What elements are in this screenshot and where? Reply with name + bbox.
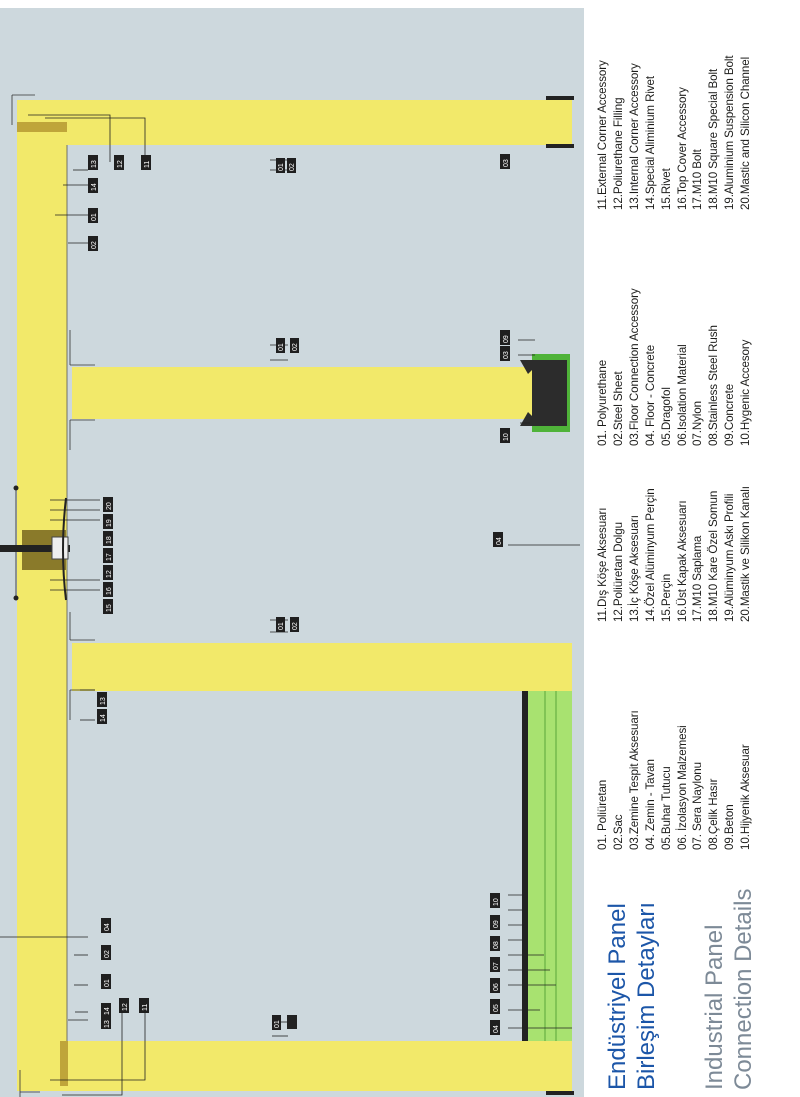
legend-item: 09.Concrete	[723, 383, 737, 446]
tag-13-c	[101, 1016, 111, 1029]
svg-text:11: 11	[144, 160, 151, 168]
title-tr-line2: Birleşim Detayları	[633, 901, 660, 1090]
tag-11	[141, 155, 151, 170]
tag-12	[114, 155, 124, 170]
svg-text:01: 01	[91, 213, 98, 221]
svg-text:19: 19	[106, 519, 113, 527]
legend-item: 05.Dragofol	[659, 387, 673, 446]
tag-14	[88, 178, 98, 193]
ceiling-panel	[17, 125, 67, 1090]
tag-14-b	[97, 709, 107, 724]
legend-item: 20.Mastic and Silicon Channel	[739, 56, 753, 210]
tag-20	[103, 497, 113, 512]
svg-text:09: 09	[493, 920, 500, 928]
svg-text:01: 01	[278, 163, 285, 171]
legend-item: 05.Buhar Tutucu	[659, 766, 673, 850]
title-tr-line1: Endüstriyel Panel	[604, 903, 631, 1090]
svg-text:02: 02	[104, 950, 111, 958]
svg-text:08: 08	[493, 941, 500, 949]
wall-panel-lower	[72, 643, 572, 691]
tag-02	[88, 236, 98, 251]
legend-item: 09.Beton	[723, 804, 737, 850]
tag-03	[500, 154, 510, 169]
wall-panel-top	[17, 100, 572, 145]
svg-text:02: 02	[292, 622, 299, 630]
svg-text:01: 01	[104, 979, 111, 987]
svg-text:03: 03	[503, 159, 510, 167]
svg-text:14: 14	[100, 714, 107, 722]
tag-02-d	[290, 617, 299, 632]
wall-panel-middle	[72, 367, 532, 419]
svg-text:14: 14	[91, 183, 98, 191]
legend-item: 02.Sac	[611, 814, 625, 850]
tag-12-b	[103, 565, 113, 580]
tag-16	[103, 582, 113, 597]
svg-text:02: 02	[292, 343, 299, 351]
tag-02-b	[287, 158, 296, 173]
tag-13-b	[97, 692, 107, 707]
legend-item: 04. Floor - Concrete	[643, 344, 657, 446]
tag-02-e	[101, 945, 111, 960]
legend-item: 19.Alüminyum Askı Profili	[723, 493, 737, 622]
legend-item: 13.İç Köşe Aksesuarı	[627, 515, 641, 622]
tag-14-c	[101, 1003, 111, 1016]
tag-17	[103, 548, 113, 563]
svg-text:01: 01	[278, 343, 285, 351]
svg-text:06: 06	[493, 983, 500, 991]
legend-item: 06. İzolasyon Malzemesi	[675, 725, 689, 850]
legend-item: 08.Çelik Hasır	[707, 778, 721, 850]
wall-panel-bottom	[72, 1041, 572, 1091]
svg-text:16: 16	[106, 587, 113, 595]
svg-text:17: 17	[106, 553, 113, 561]
legend-item: 08.Stainless Steel Rush	[707, 325, 721, 446]
svg-text:07: 07	[493, 962, 500, 970]
legend-item: 16.Top Cover Accessory	[675, 87, 689, 210]
svg-text:11: 11	[142, 1003, 149, 1011]
svg-text:13: 13	[100, 697, 107, 705]
svg-text:14: 14	[104, 1007, 111, 1015]
tag-04	[493, 532, 503, 547]
tag-06	[490, 978, 500, 993]
tag-10-b	[490, 893, 500, 908]
legend-item: 14.Special Aliminium Rivet	[643, 75, 657, 210]
svg-text:10: 10	[503, 433, 510, 441]
tag-09-b	[490, 915, 500, 930]
floor-insulation	[527, 691, 572, 1041]
legend-item: 01. Polyurethane	[596, 359, 609, 446]
svg-text:04: 04	[493, 1025, 500, 1033]
title-en-line1: Industrial Panel	[701, 924, 728, 1090]
tag-19	[103, 514, 113, 529]
tag-01-d	[276, 617, 285, 632]
legend-item: 10.Hijyenik Aksesuar	[739, 744, 753, 850]
tag-01-b	[276, 158, 285, 173]
legend-item: 01. Poliüretan	[596, 779, 609, 850]
svg-text:05: 05	[493, 1004, 500, 1012]
svg-text:15: 15	[106, 604, 113, 612]
legend-item: 17.M10 Saplama	[691, 535, 705, 622]
legend-item: 11.Dış Köşe Aksesuarı	[596, 507, 609, 622]
svg-text:20: 20	[106, 502, 113, 510]
legend-item: 11.External Corner Accessory	[596, 60, 609, 210]
title-en-line2: Connection Details	[730, 888, 757, 1090]
tag-11-b	[139, 998, 149, 1013]
tag-04-c	[101, 918, 111, 933]
svg-text:18: 18	[106, 536, 113, 544]
legend-item: 15.Rivet	[659, 168, 673, 210]
legend-item: 18.M10 Kare Özel Somun	[707, 490, 721, 622]
legend-item: 16.Üst Kapak Aksesuarı	[675, 500, 689, 622]
svg-text:02: 02	[289, 163, 296, 171]
legend-item: 10.Hygenic Accesory	[739, 339, 753, 446]
legend-item: 07.Nylon	[691, 401, 705, 446]
legend-item: 18.M10 Square Special Bolt	[707, 68, 721, 210]
tag-15	[103, 599, 113, 614]
legend-item: 17.M10 Bolt	[691, 149, 705, 210]
tag-01-c	[276, 338, 285, 353]
tag-12-c	[119, 998, 129, 1013]
legend-item: 03.Zemine Tespit Aksesuarı	[627, 710, 641, 850]
legend-item: 15.Perçin	[659, 573, 673, 622]
tag-08	[490, 936, 500, 951]
svg-text:02: 02	[91, 241, 98, 249]
svg-text:12: 12	[106, 570, 113, 578]
legend-item: 14.Özel Alüminyum Perçin	[643, 488, 657, 622]
svg-text:12: 12	[117, 160, 124, 168]
legend-item: 07. Sera Naylonu	[691, 762, 705, 850]
tag-04-b	[490, 1020, 500, 1035]
legend-item: 12.Poliurethane Filling	[611, 97, 625, 210]
legend-item: 13.Internal Corner Accessory	[627, 63, 641, 210]
svg-text:12: 12	[122, 1003, 129, 1011]
legend-item: 19.Aluminium Suspension Bolt	[723, 55, 737, 210]
legend-item: 03.Floor Connection Accessory	[627, 288, 641, 446]
legend-item: 12.Poliüretan Dolgu	[611, 522, 625, 622]
svg-text:10: 10	[493, 898, 500, 906]
svg-text:01: 01	[274, 1020, 281, 1028]
tag-05	[490, 999, 500, 1014]
svg-text:04: 04	[496, 537, 503, 545]
svg-text:13: 13	[91, 160, 98, 168]
tag-02-c	[290, 338, 299, 353]
tag-01	[88, 208, 98, 223]
svg-text:13: 13	[104, 1020, 111, 1028]
tag-01-e	[101, 974, 111, 989]
tag-07	[490, 957, 500, 972]
legend-item: 06.Isolation Material	[675, 344, 689, 446]
legend-item: 02.Steel Sheet	[611, 371, 625, 446]
svg-text:04: 04	[104, 923, 111, 931]
concrete-block	[532, 360, 567, 426]
tag-13	[88, 155, 98, 170]
tag-09	[500, 330, 510, 345]
legend-item: 20.Mastik ve Silikon Kanalı	[739, 486, 753, 622]
svg-text:09: 09	[503, 335, 510, 343]
tag-01-f	[272, 1015, 281, 1030]
svg-text:03: 03	[503, 351, 510, 359]
svg-text:01: 01	[278, 622, 285, 630]
tag-03-b	[500, 346, 510, 361]
tag-10	[500, 428, 510, 443]
legend-item: 04. Zemin - Tavan	[643, 759, 657, 850]
tag-18	[103, 531, 113, 546]
